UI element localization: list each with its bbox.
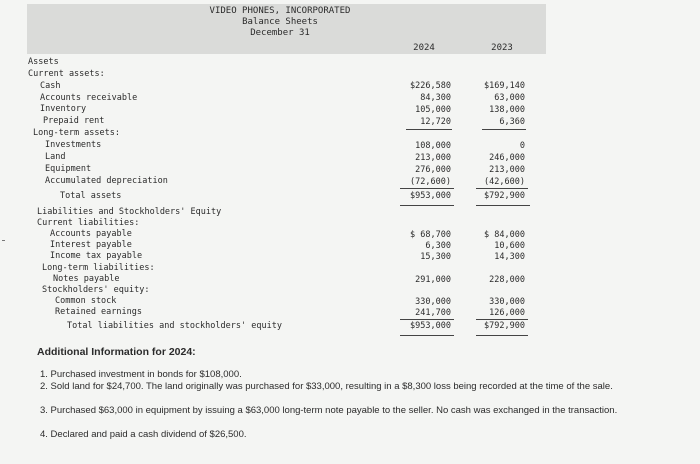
- value-2023-prepaid-rent: 6,360: [499, 117, 525, 127]
- value-2024-notes-payable: 291,000: [415, 275, 451, 285]
- value-2024-prepaid-rent: 12,720: [420, 117, 451, 127]
- label-inventory: Inventory: [40, 104, 87, 114]
- label-long-term-liabilities: Long-term liabilities:: [42, 263, 155, 273]
- value-2023-land: 246,000: [489, 153, 525, 163]
- value-2023-interest-payable: 10,600: [494, 241, 525, 251]
- label-current-assets: Current assets:: [28, 69, 105, 79]
- additional-info-item-3: 3. Purchased $63,000 in equipment by issuing a $63,000 long-term note payable to the seller. No cash was exchanged in the transaction.: [40, 405, 618, 416]
- value-2024-equipment: 276,000: [415, 165, 451, 175]
- value-2024-retained-earnings: 241,700: [415, 308, 451, 318]
- value-2024-accounts-payable: $ 68,700: [410, 230, 451, 240]
- label-equipment: Equipment: [45, 164, 92, 174]
- value-2024-total-liabilities-equity: $953,000: [410, 321, 451, 331]
- company-name: VIDEO PHONES, INCORPORATED: [209, 6, 351, 16]
- value-2023-accounts-payable: $ 84,000: [484, 230, 525, 240]
- label-assets: Assets: [28, 57, 59, 67]
- label-notes-payable: Notes payable: [53, 274, 120, 284]
- double-underline-2024-total-liabilities: [400, 333, 454, 336]
- value-2023-total-liabilities-equity: $792,900: [484, 321, 525, 331]
- label-total-liabilities-equity: Total liabilities and stockholders' equity: [67, 321, 282, 331]
- underline-2023-current-assets: [482, 129, 526, 130]
- value-2024-income-tax-payable: 15,300: [420, 252, 451, 262]
- value-2024-cash: $226,580: [410, 81, 451, 91]
- value-2023-equipment: 213,000: [489, 165, 525, 175]
- label-investments: Investments: [45, 140, 102, 150]
- value-2024-investments: 108,000: [415, 141, 451, 151]
- label-stockholders-equity: Stockholders' equity:: [42, 285, 150, 295]
- value-2024-land: 213,000: [415, 153, 451, 163]
- value-2023-income-tax-payable: 14,300: [494, 252, 525, 262]
- value-2023-inventory: 138,000: [489, 105, 525, 115]
- value-2023-investments: 0: [519, 141, 525, 151]
- value-2023-accounts-receivable: 63,000: [494, 93, 525, 103]
- additional-info-item-1: 1. Purchased investment in bonds for $108,000.: [40, 369, 242, 380]
- underline-2024-long-term-assets: [400, 188, 454, 189]
- label-interest-payable: Interest payable: [50, 240, 132, 250]
- statement-date: December 31: [250, 28, 310, 38]
- value-2024-interest-payable: 6,300: [425, 241, 451, 251]
- statement-name: Balance Sheets: [242, 17, 318, 27]
- label-prepaid-rent: Prepaid rent: [43, 116, 105, 126]
- value-2023-accumulated-depreciation: (42,600): [484, 177, 525, 187]
- label-common-stock: Common stock: [55, 296, 117, 306]
- label-accounts-receivable: Accounts receivable: [40, 93, 138, 103]
- double-underline-2023-total-liabilities: [476, 333, 528, 336]
- value-2023-cash: $169,140: [484, 81, 525, 91]
- label-retained-earnings: Retained earnings: [55, 307, 142, 317]
- double-underline-2023-total-assets: [476, 203, 530, 206]
- underline-2023-long-term-assets: [476, 188, 528, 189]
- label-accounts-payable: Accounts payable: [50, 229, 132, 239]
- edge-mark: [2, 240, 5, 241]
- label-land: Land: [45, 152, 66, 162]
- value-2024-accounts-receivable: 84,300: [420, 93, 451, 103]
- label-liabilities-equity: Liabilities and Stockholders' Equity: [37, 207, 222, 217]
- value-2024-common-stock: 330,000: [415, 297, 451, 307]
- value-2024-accumulated-depreciation: (72,600): [410, 177, 451, 187]
- additional-info-item-4: 4. Declared and paid a cash dividend of $26,500.: [40, 429, 247, 440]
- label-total-assets: Total assets: [60, 191, 122, 201]
- column-header-2024: 2024: [413, 43, 435, 53]
- underline-2024-current-assets: [406, 129, 452, 130]
- additional-info-item-2: 2. Sold land for $24,700. The land originally was purchased for $33,000, resulting in a $8,300 loss being recorded at the time of the sale.: [40, 381, 613, 392]
- double-underline-2024-total-assets: [400, 203, 454, 206]
- label-income-tax-payable: Income tax payable: [50, 251, 143, 261]
- label-accumulated-depreciation: Accumulated depreciation: [45, 176, 168, 186]
- value-2023-retained-earnings: 126,000: [489, 308, 525, 318]
- label-current-liabilities: Current liabilities:: [37, 218, 140, 228]
- column-header-2023: 2023: [491, 43, 513, 53]
- label-long-term-assets: Long-term assets:: [33, 128, 120, 138]
- value-2024-total-assets: $953,000: [410, 191, 451, 201]
- value-2023-common-stock: 330,000: [489, 297, 525, 307]
- value-2023-total-assets: $792,900: [484, 191, 525, 201]
- additional-info-title: Additional Information for 2024:: [37, 346, 196, 358]
- value-2024-inventory: 105,000: [415, 105, 451, 115]
- label-cash: Cash: [40, 81, 61, 91]
- value-2023-notes-payable: 228,000: [489, 275, 525, 285]
